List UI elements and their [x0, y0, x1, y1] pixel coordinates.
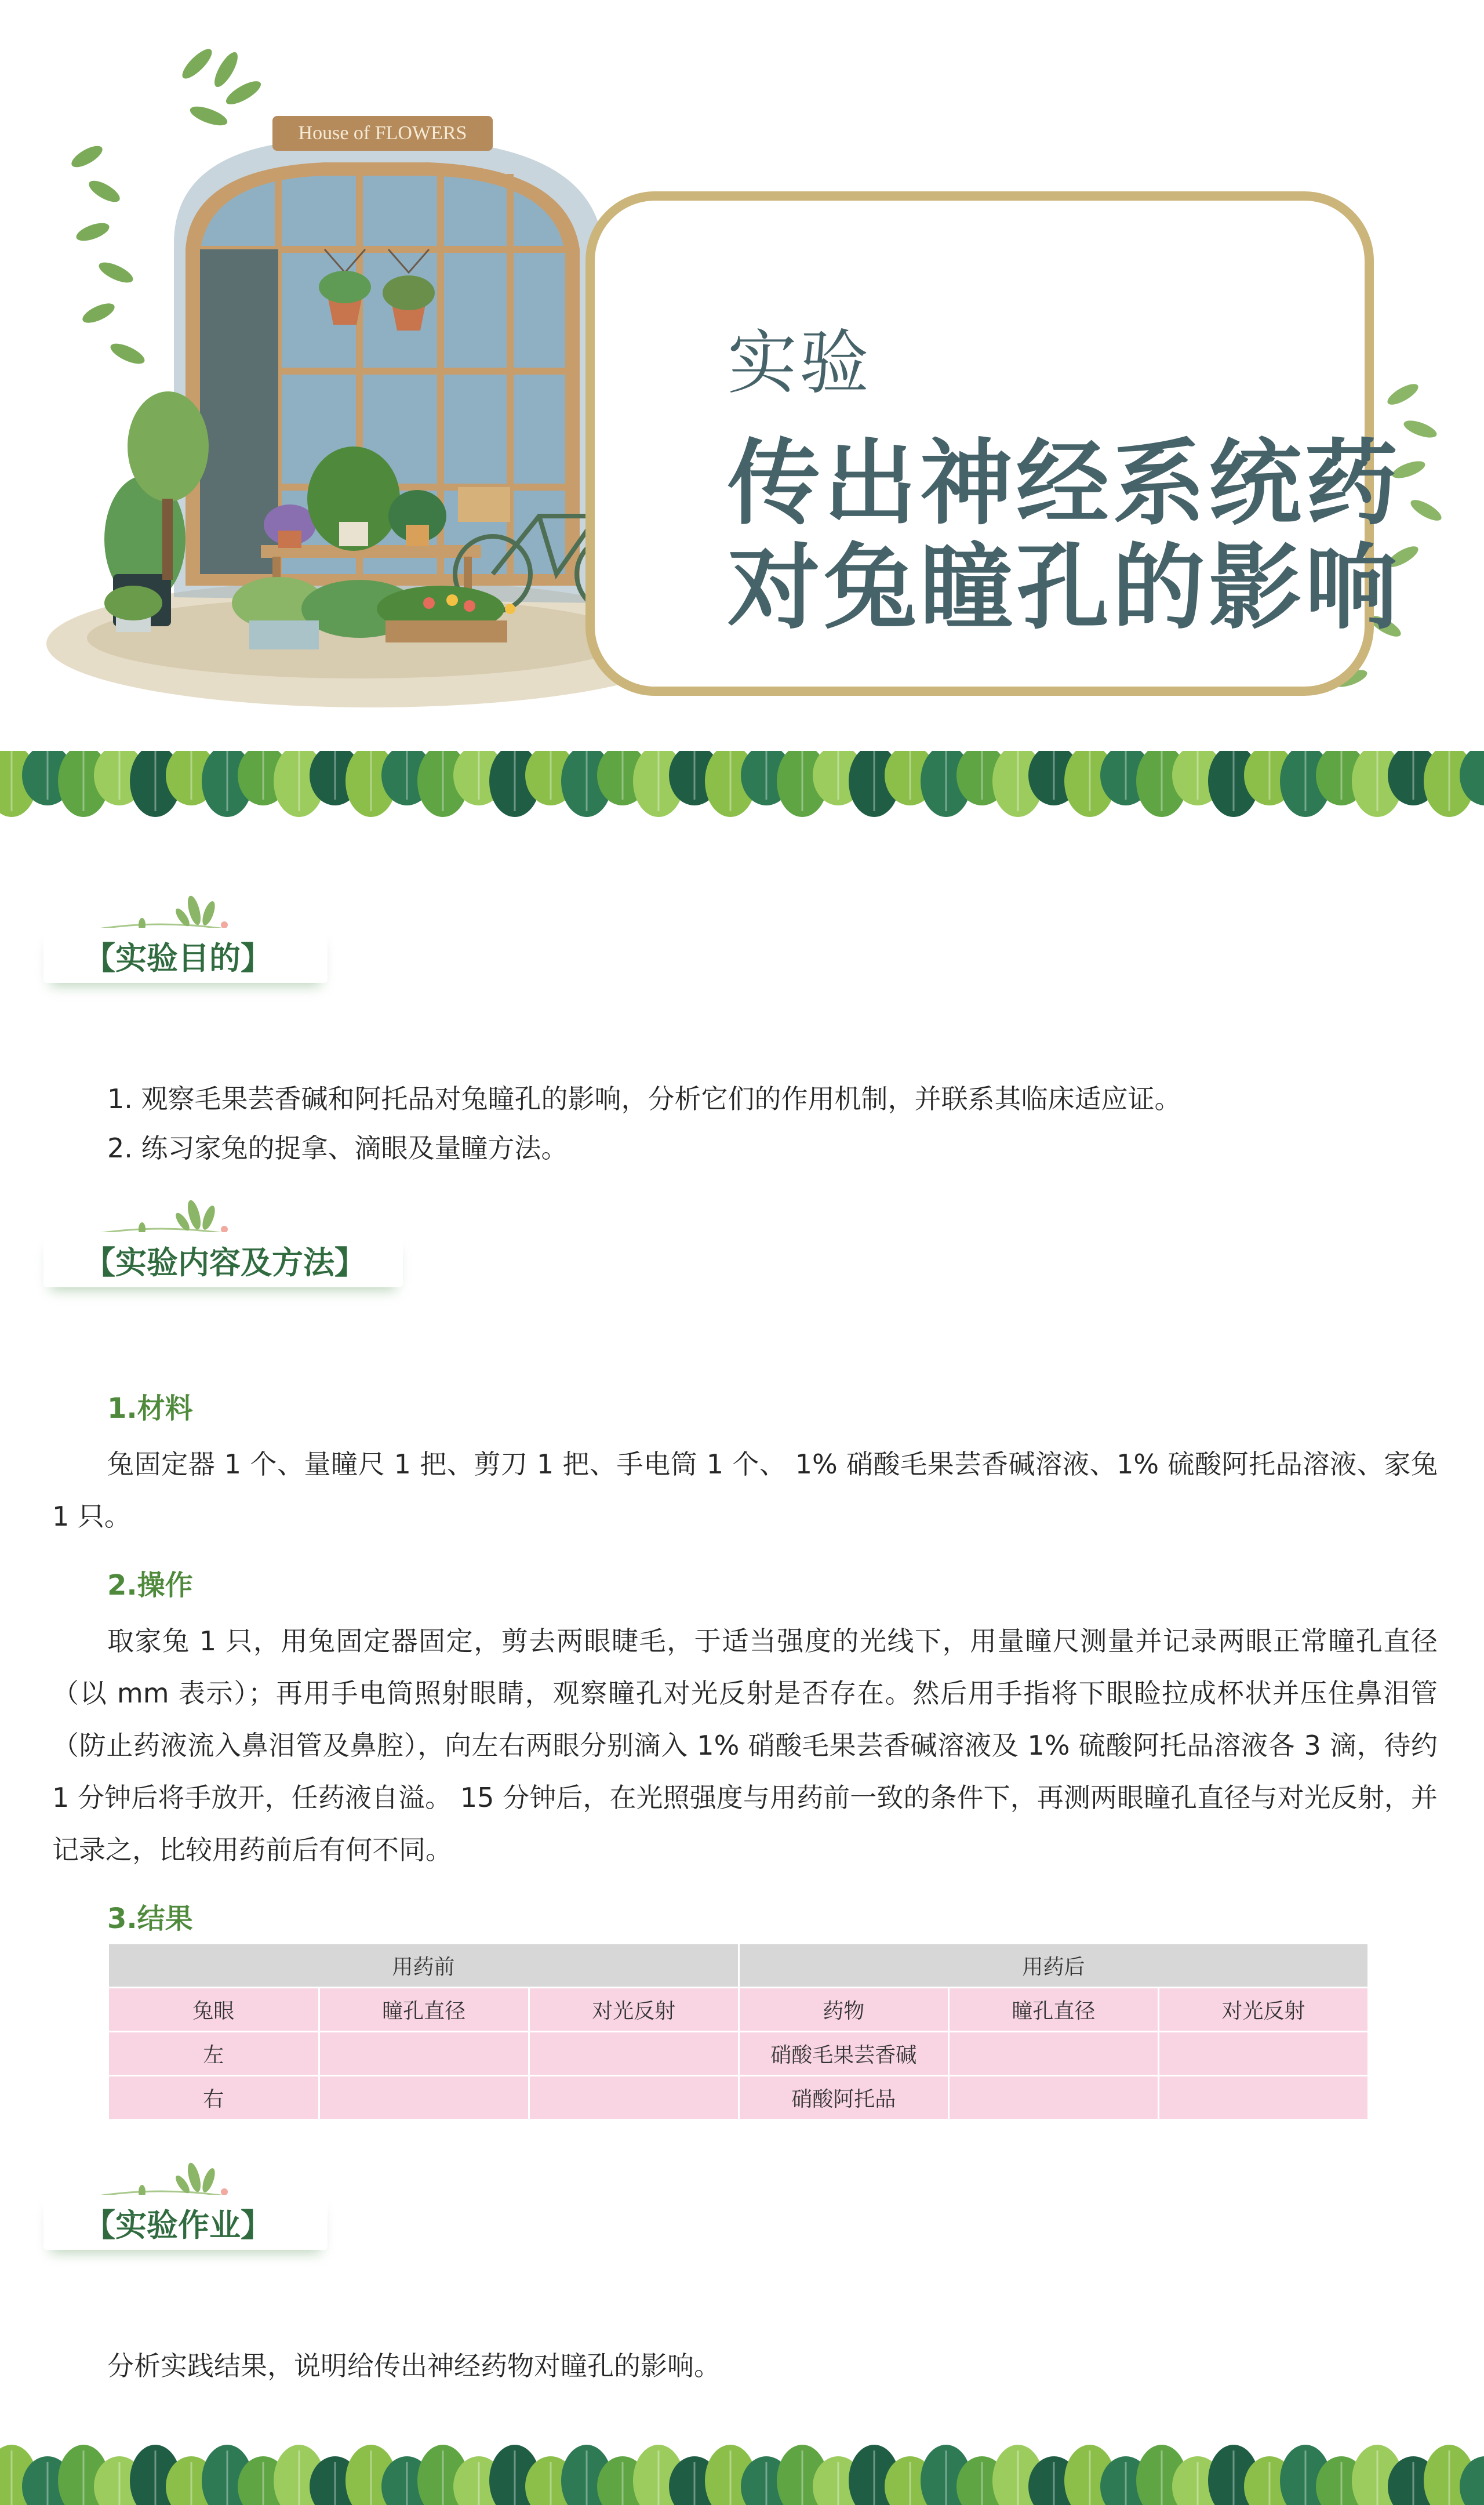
- table-cell: 硝酸毛果芸香碱: [739, 2032, 948, 2076]
- shop-sign-text: House of FLOWERS: [298, 122, 467, 144]
- purpose-item-2: 2. 练习家兔的捉拿、滴眼及量瞳方法。: [107, 1132, 568, 1164]
- leaf-border-top: [0, 751, 1484, 832]
- table-cell: 右: [109, 2076, 319, 2120]
- homework-text: 分析实践结果，说明给传出神经药物对瞳孔的影响。: [107, 2350, 721, 2381]
- result-table: [109, 1944, 1369, 2121]
- table-cell: [529, 2032, 739, 2076]
- group-after-header: 用药后: [739, 1944, 1368, 1988]
- table-row: [109, 2076, 1369, 2120]
- table-cell: [948, 2032, 1158, 2076]
- col-header-reflex-before: 对光反射: [529, 1988, 739, 2032]
- section-header-method: [43, 1197, 366, 1284]
- table-cell: 硝酸阿托品: [739, 2076, 948, 2120]
- section-heading: 【实验作业】: [84, 2207, 272, 2243]
- table-row: [109, 2032, 1369, 2076]
- section-heading: 【实验目的】: [84, 940, 272, 976]
- operation-text: 取家兔 1 只，用兔固定器固定，剪去两眼睫毛，于适当强度的光线下，用量瞳尺测量并记录两眼正常瞳孔直径（以 mm 表示）；再用手电筒照射眼睛，观察瞳孔对光反射是否存在。然后用手指将下眼睑拉成杯状并压住鼻泪管（防止药液流入鼻泪管及鼻腔），向左右两眼分别滴入 1% 硝酸毛果芸香碱溶液及 1% 硫酸阿托品溶液各 3 滴，待约 1 分钟后将手放开，任药液自溢。 15 分钟后，在光照强度与用药前一致的条件下，再测两眼瞳孔直径与对光反射，并记录之，比较用药前后有何不同。: [52, 1625, 1438, 1865]
- section-header-purpose: [43, 893, 345, 980]
- col-header-drug: 药物: [739, 1988, 948, 2032]
- section-heading: 【实验内容及方法】: [84, 1244, 366, 1281]
- purpose-item-1: 1. 观察毛果芸香碱和阿托品对兔瞳孔的影响，分析它们的作用机制，并联系其临床适应证。: [107, 1083, 1181, 1114]
- table-cell: [319, 2076, 529, 2120]
- table-cell: [1158, 2076, 1368, 2120]
- materials-text: 兔固定器 1 个、量瞳尺 1 把、剪刀 1 把、手电筒 1 个、 1% 硝酸毛果芸香碱溶液、1% 硫酸阿托品溶液、家兔 1 只。: [52, 1448, 1438, 1532]
- table-cell: [529, 2076, 739, 2120]
- title-prefix: 实验: [728, 323, 871, 404]
- col-header-diameter-after: 瞳孔直径: [948, 1988, 1158, 2032]
- page-title-line-2: 对兔瞳孔的影响: [728, 533, 1402, 642]
- result-heading: 3.结果: [107, 1903, 193, 1935]
- section-header-homework: [43, 2160, 345, 2247]
- table-cell: [319, 2032, 529, 2076]
- materials-heading: 1.材料: [107, 1392, 193, 1425]
- operation-heading: 2.操作: [107, 1569, 193, 1602]
- col-header-reflex-after: 对光反射: [1158, 1988, 1368, 2032]
- group-before-header: 用药前: [109, 1944, 739, 1988]
- col-header-diameter-before: 瞳孔直径: [319, 1988, 529, 2032]
- col-header-eye: 兔眼: [109, 1988, 319, 2032]
- table-column-header-row: [109, 1988, 1369, 2032]
- leaf-border-bottom: [0, 2424, 1484, 2505]
- table-cell: 左: [109, 2032, 319, 2076]
- table-group-header-row: [109, 1944, 1369, 1988]
- table-cell: [948, 2076, 1158, 2120]
- table-cell: [1158, 2032, 1368, 2076]
- page-title-line-1: 传出神经系统药: [728, 429, 1402, 538]
